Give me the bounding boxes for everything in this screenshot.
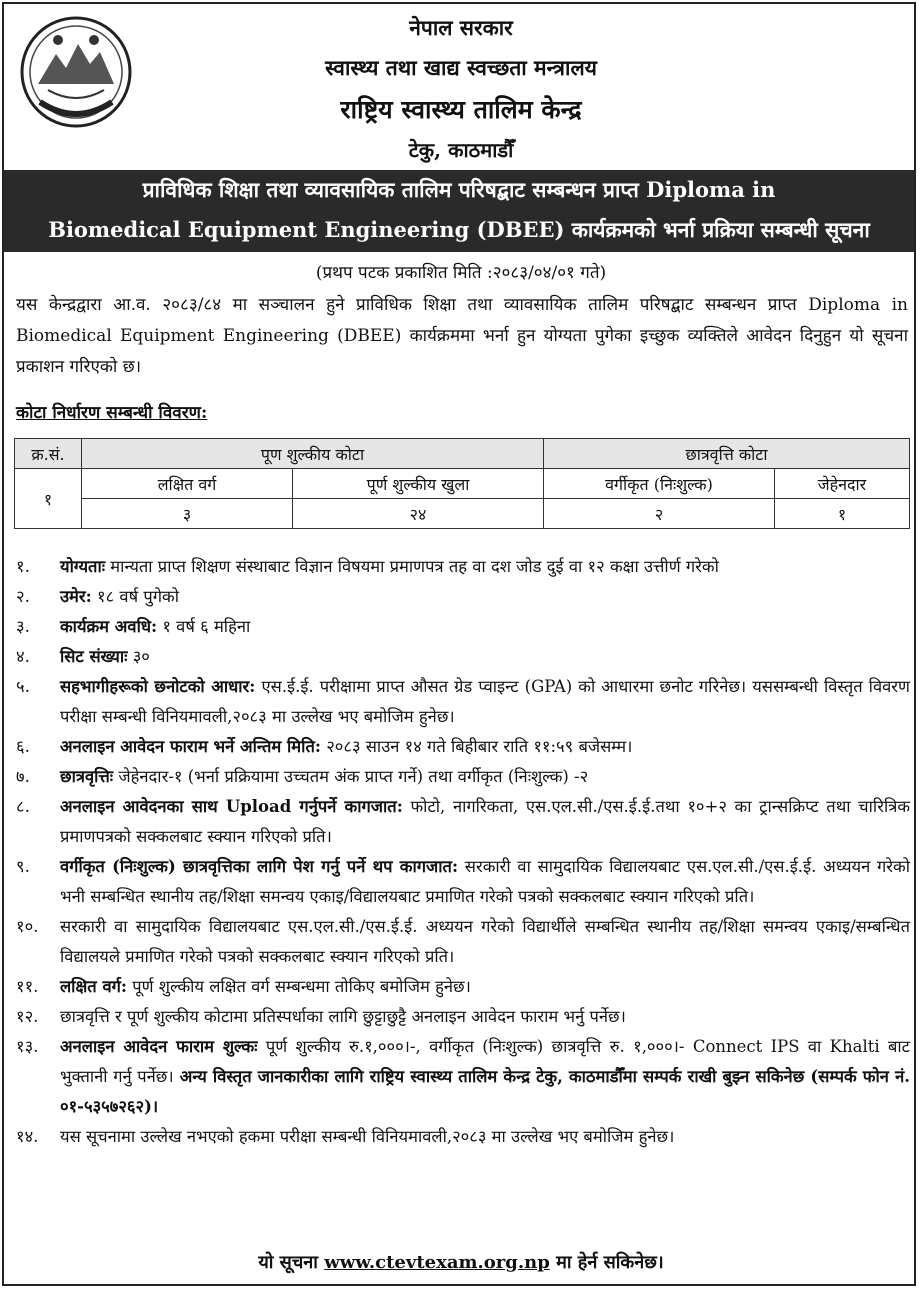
list-item [16, 612, 910, 642]
table-row [15, 469, 910, 499]
item-number: ६. [16, 737, 30, 756]
item-number: ३. [16, 617, 30, 636]
table-subheader: लक्षित वर्ग [82, 469, 293, 499]
item-number: १४. [16, 1127, 39, 1146]
item-text: एस.ई.ई. परीक्षामा प्राप्त औसत ग्रेड प्वाइन्ट (GPA) को आधारमा छनोट गरिनेछ। यससम्बन्धी विस्तृत विवरण परीक्षा सम्बन्धी विनियमावली,२०८३ मा उल्लेख भए बमोजिम हुनेछ। [60, 677, 910, 726]
item-label: वर्गीकृत (निःशुल्क) छात्रवृत्तिका लागि पेश गर्नु पर्ने थप कागजात: [60, 857, 459, 876]
item-label: अनलाइन आवेदनका साथ Upload गर्नुपर्ने कागजात: [60, 797, 403, 816]
item-text: जेहेनदार-१ (भर्ना प्रक्रियामा उच्चतम अंक प्राप्त गर्ने) तथा वर्गीकृत (निःशुल्क) -२ [113, 767, 589, 786]
quota-section-title: कोटा निर्धारण सम्बन्धी विवरण: [16, 403, 208, 423]
table-cell: १ [775, 499, 910, 529]
list-item [16, 1002, 910, 1032]
table-row [15, 499, 910, 529]
item-label: योग्यताः [60, 557, 106, 576]
item-number: १०. [16, 917, 39, 936]
item-bold-tail: अन्य विस्तृत जानकारीका लागि राष्ट्रिय स्वास्थ्य तालिम केन्द्र टेकु, काठमाडौँमा सम्पर्क राखी बुझ्न सकिनेछ (सम्पर्क फोन नं. ०१-५३५७२६२)। [60, 1067, 910, 1116]
banner-line-1: प्राविधिक शिक्षा तथा व्यावसायिक तालिम परिषद्बाट सम्बन्धन प्राप्त Diploma in [142, 177, 776, 202]
list-item [16, 732, 910, 762]
item-label: छात्रवृत्तिः [60, 767, 114, 786]
table-header-scholarship: छात्रवृत्ति कोटा [544, 439, 910, 469]
table-row [15, 439, 910, 469]
notice-page [2, 2, 916, 1286]
header-location: टेकु, काठमाडौँ [408, 138, 514, 162]
header-ministry: स्वास्थ्य तथा खाद्य स्वच्छता मन्त्रालय [325, 55, 597, 80]
website-link[interactable]: www.ctevtexam.org.np [324, 1252, 550, 1273]
header-government: नेपाल सरकार [409, 15, 513, 40]
table-cell: २४ [293, 499, 544, 529]
list-item [16, 852, 910, 912]
notice-title-banner [4, 170, 914, 252]
item-label: कार्यक्रम अवधि: [60, 617, 158, 636]
item-text: सरकारी वा सामुदायिक विद्यालयबाट एस.एल.सी./एस.ई.ई. अध्ययन गरेको विद्यार्थीले सम्बन्धित स्थानीय तह/शिक्षा समन्वय एकाइ/सम्बन्धित विद्यालयले प्रमाणित गरेको पत्रको सक्कलबाट स्क्यान गरिएको प्रति। [60, 917, 910, 966]
intro-paragraph: यस केन्द्रद्वारा आ.व. २०८३/८४ मा सञ्चालन हुने प्राविधिक शिक्षा तथा व्यावसायिक तालिम परिषद्बाट सम्बन्धन प्राप्त Diploma in Biomedical Equipment Engineering (DBEE) कार्यक्रममा भर्ना हुन योग्यता पुगेका इच्छुक व्यक्तिले आवेदन दिनुहुन यो सूचना प्रकाशन गरिएको छ। [16, 295, 908, 377]
table-subheader: पूर्ण शुल्कीय खुला [293, 469, 544, 499]
list-item [16, 642, 910, 672]
footer-post: मा हेर्न सकिनेछ। [549, 1252, 664, 1273]
item-number: ५. [16, 677, 30, 696]
list-item [16, 912, 910, 972]
footer-pre: यो सूचना [258, 1252, 325, 1273]
list-item [16, 1032, 910, 1122]
item-label: सहभागीहरूको छनोटको आधार: [60, 677, 256, 696]
table-subheader: जेहेनदार [775, 469, 910, 499]
item-number: ९. [16, 857, 30, 876]
table-subheader: वर्गीकृत (निःशुल्क) [544, 469, 775, 499]
item-label: सिट संख्याः [60, 647, 128, 666]
item-label: उमेर: [60, 587, 92, 606]
table-cell: २ [544, 499, 775, 529]
list-item [16, 972, 910, 1002]
item-text: फोटो, नागरिकता, एस.एल.सी./एस.ई.ई.तथा १०+२ का ट्रान्सक्रिप्ट तथा चारित्रिक प्रमाणपत्रको सक्कलबाट स्क्यान गरिएको प्रति। [60, 797, 911, 846]
list-item [16, 762, 910, 792]
footer-note [4, 1250, 918, 1274]
item-text: पूर्ण शुल्कीय लक्षित वर्ग सम्बन्धमा तोकिए बमोजिम हुनेछ। [127, 977, 471, 996]
item-number: १२. [16, 1007, 39, 1026]
item-text: मान्यता प्राप्त शिक्षण संस्थाबाट विज्ञान विषयमा प्रमाणपत्र तह वा दश जोड दुई वा १२ कक्षा उत्तीर्ण गरेको [105, 557, 719, 576]
item-text: छात्रवृत्ति र पूर्ण शुल्कीय कोटामा प्रतिस्पर्धाका लागि छुट्टाछुट्टै अनलाइन आवेदन फाराम भर्नु पर्नेछ। [60, 1007, 626, 1026]
list-item [16, 552, 910, 582]
list-item [16, 792, 910, 852]
item-label: अनलाइन आवेदन फाराम शुल्कः [60, 1037, 258, 1056]
table-cell-sn: १ [15, 469, 82, 529]
quota-table [14, 438, 910, 529]
item-text: १ वर्ष ६ महिना [157, 617, 251, 636]
notice-items-list [16, 552, 910, 1152]
list-item [16, 1122, 910, 1152]
item-text: २०८३ साउन १४ गते बिहीबार राति ११:५९ बजेसम्म। [320, 737, 633, 756]
item-number: ८. [16, 797, 30, 816]
item-number: ७. [16, 767, 30, 786]
item-number: ४. [16, 647, 30, 666]
item-text: यस सूचनामा उल्लेख नभएको हकमा परीक्षा सम्बन्धी विनियमावली,२०८३ मा उल्लेख भए बमोजिम हुनेछ। [60, 1127, 675, 1146]
list-item [16, 672, 910, 732]
item-number: १. [16, 557, 30, 576]
list-item [16, 582, 910, 612]
item-text: १८ वर्ष पुगेको [91, 587, 179, 606]
table-cell: ३ [82, 499, 293, 529]
banner-line-2: Biomedical Equipment Engineering (DBEE) कार्यक्रमको भर्ना प्रक्रिया सम्बन्धी सूचना [48, 217, 870, 242]
item-text: पूर्ण शुल्कीय रु.१,०००।-, वर्गीकृत (निःशुल्क) छात्रवृत्ति रु. १,०००।- Connect IPS वा Khalti बाट भुक्तानी गर्नु पर्नेछ। [60, 1037, 910, 1086]
table-header-sn: क्र.सं. [15, 439, 82, 469]
header-center: राष्ट्रिय स्वास्थ्य तालिम केन्द्र [340, 95, 582, 124]
item-number: ११. [16, 977, 39, 996]
item-number: २. [16, 587, 30, 606]
published-date: (प्रथप पटक प्रकाशित मिति :२०८३/०४/०१ गते) [315, 263, 607, 283]
item-label: अनलाइन आवेदन फाराम भर्ने अन्तिम मिति: [60, 737, 321, 756]
item-label: लक्षित वर्ग: [60, 977, 127, 996]
item-text: सरकारी वा सामुदायिक विद्यालयबाट एस.एल.सी./एस.ई.ई. अध्ययन गरेको भनी सम्बन्धित स्थानीय तह/शिक्षा समन्वय एकाइ/विद्यालयबाट प्रमाणित गरेको पत्रको सक्कलबाट स्क्यान गरिएको प्रति। [60, 857, 910, 906]
item-text: ३० [127, 647, 150, 666]
table-header-full-fee: पूण शुल्कीय कोटा [82, 439, 544, 469]
item-number: १३. [16, 1037, 39, 1056]
